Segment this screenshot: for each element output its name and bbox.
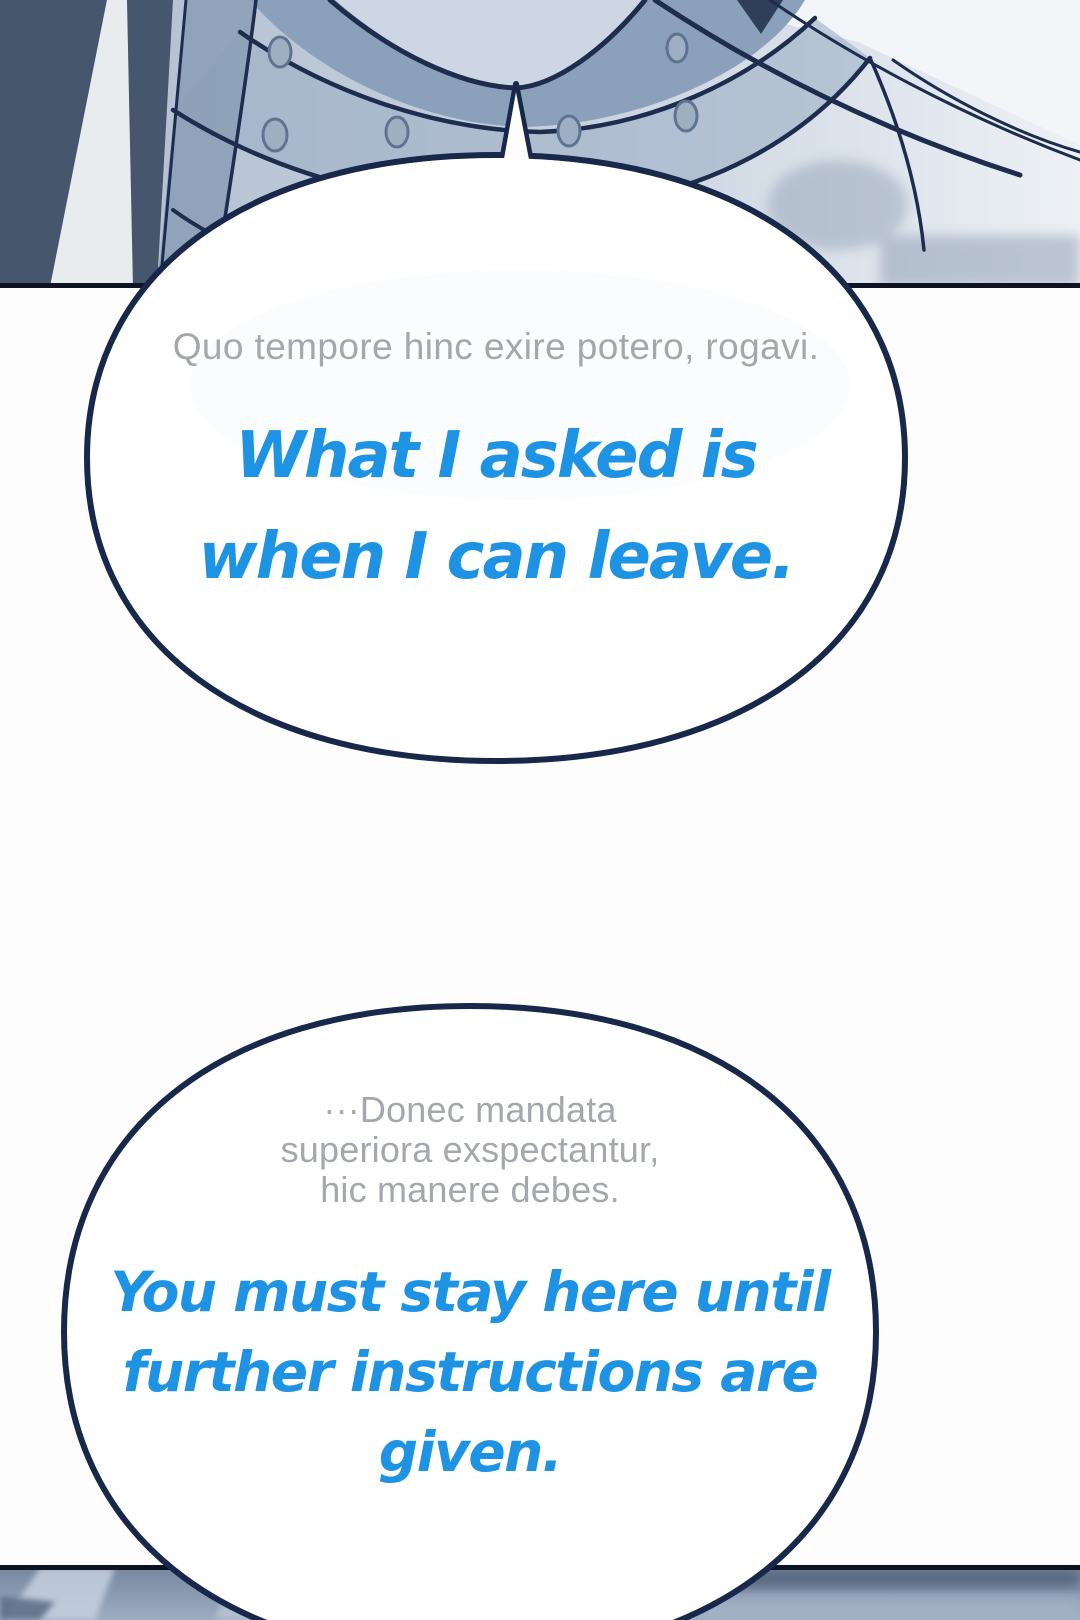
rivet <box>667 34 687 62</box>
bubble-2-translation-text <box>65 1252 875 1492</box>
bubble-1-translation-text <box>90 406 902 608</box>
rivet <box>263 119 287 151</box>
translation-line: What I asked is <box>235 419 757 493</box>
rivet <box>675 101 697 131</box>
bottom-right-shading <box>880 235 1080 287</box>
latin-line: ···Donec mandata <box>323 1089 617 1130</box>
rivet <box>386 117 408 147</box>
rivet <box>558 116 580 146</box>
rivet <box>269 37 291 67</box>
translation-line: when I can leave. <box>198 520 794 594</box>
translation-line: further instructions are <box>122 1340 818 1404</box>
floor-light-wash-right <box>700 1598 1080 1620</box>
translation-line: You must stay here until <box>110 1260 830 1324</box>
latin-line: hic manere debes. <box>320 1169 620 1210</box>
bubble-1-latin-text: Quo tempore hinc exire potero, rogavi. <box>172 326 820 367</box>
bubble-2-latin-text <box>70 1090 870 1210</box>
translation-line: given. <box>378 1420 562 1484</box>
latin-line: superiora exspectantur, <box>280 1129 660 1170</box>
